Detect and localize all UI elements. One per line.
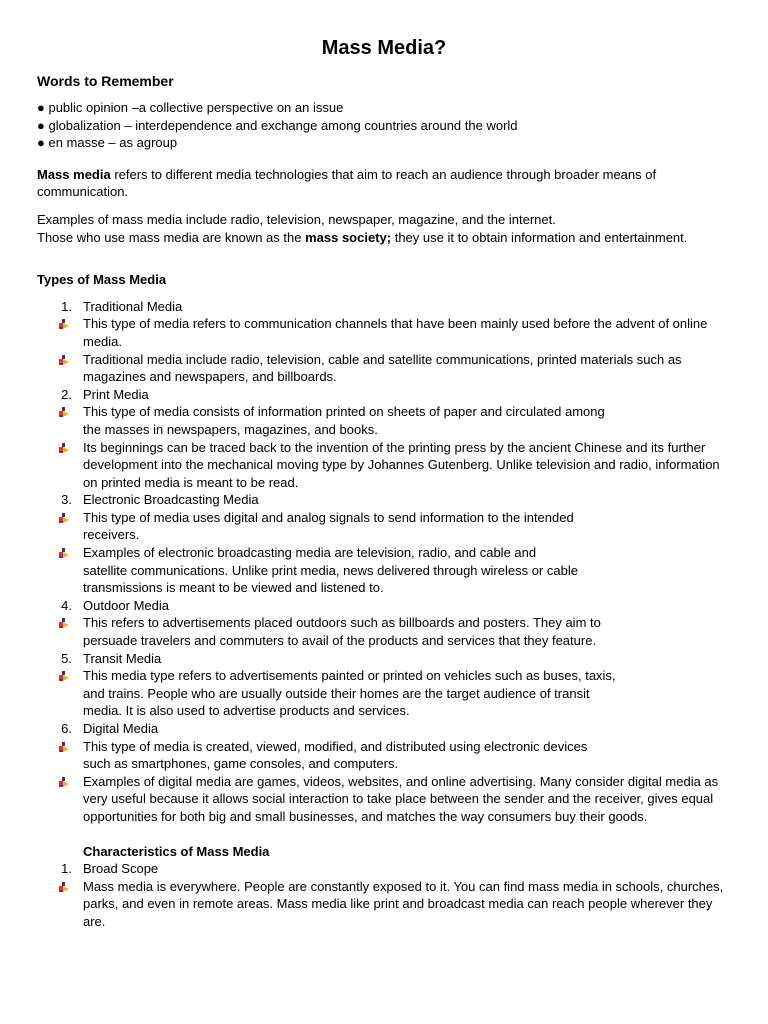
words-heading: Words to Remember (37, 73, 174, 89)
numbered-item (37, 491, 768, 509)
bullet-text-line: This refers to advertisements placed outdoors such as billboards and posters. They aim to (83, 615, 601, 631)
bullet-text-line: transmissions is meant to be viewed and listened to. (83, 580, 384, 596)
item-number: 3. (61, 492, 72, 508)
bullet-text-line: Examples of digital media are games, videos, websites, and online advertising. Many consider digital media as (83, 773, 719, 789)
bullet-item (37, 509, 767, 544)
bullet-item (37, 351, 767, 386)
numbered-item (37, 650, 768, 668)
arrow-bullet-icon (59, 618, 69, 628)
definition-text: refers to different media technologies that aim to reach an audience through broader means of communication. (37, 166, 657, 200)
bullet-text-line: This type of media consists of information printed on sheets of paper and circulated among (83, 404, 605, 420)
item-label: Traditional Media (83, 298, 183, 314)
bullet-text-line: Traditional media include radio, television, cable and satellite communications, printed materials such as (83, 351, 682, 367)
item-label: Print Media (83, 386, 149, 402)
arrow-bullet-icon (59, 355, 69, 365)
item-number: 1. (61, 298, 72, 314)
examples-paragraph (37, 211, 727, 246)
bullet-text-line: satellite communications. Unlike print media, news delivered through wireless or cable (83, 562, 578, 578)
bullet-text-line: media. It is also used to advertise products and services. (83, 703, 410, 719)
item-number: 1. (61, 861, 72, 877)
bullet-text-line: This type of media uses digital and analog signals to send information to the intended (83, 509, 574, 525)
numbered-item (37, 597, 768, 615)
bullet-item (37, 315, 767, 350)
word-item: ● en masse – as agroup (37, 135, 178, 151)
bullet-text-line: such as smartphones, game consoles, and computers. (83, 756, 399, 772)
word-item: ● globalization – interdependence and exchange among countries around the world (37, 117, 518, 133)
bullet-text-line: Mass media is everywhere. People are constantly exposed to it. You can find mass media in schools, churches, (83, 878, 724, 894)
characteristics-heading: Characteristics of Mass Media (83, 843, 270, 859)
bullet-text-line: receivers. (83, 527, 140, 543)
bullet-text-line: This type of media refers to communication channels that have been mainly used before the advent of online (83, 316, 708, 332)
characteristics-list (37, 860, 768, 930)
bullet-text-line: development into the mechanical moving type by Johannes Gutenberg. Unlike television and radio, information (83, 457, 720, 473)
bullet-text-line: Examples of electronic broadcasting media are television, radio, and cable and (83, 545, 537, 561)
bullet-text-line: This type of media is created, viewed, modified, and distributed using electronic devices (83, 738, 588, 754)
numbered-item (37, 298, 768, 316)
society-term: mass society; (305, 229, 392, 245)
arrow-bullet-icon (59, 443, 69, 453)
item-number: 2. (61, 386, 72, 402)
item-number: 5. (61, 650, 72, 666)
bullet-text-line: media. (83, 333, 123, 349)
examples-line: Examples of mass media include radio, television, newspaper, magazine, and the internet. (37, 211, 556, 227)
bullet-item (37, 667, 767, 720)
item-label: Broad Scope (83, 861, 159, 877)
arrow-bullet-icon (59, 548, 69, 558)
bullet-text-line: and trains. People who are usually outside their homes are the target audience of transit (83, 685, 590, 701)
society-before: Those who use mass media are known as the (37, 229, 306, 245)
bullet-text-line: very useful because it allows social interaction to take place between the sender and the receiver, gives equal (83, 791, 714, 807)
numbered-item (37, 860, 768, 878)
bullet-item (37, 544, 767, 597)
item-number: 4. (61, 597, 72, 613)
society-after: they use it to obtain information and entertainment. (391, 229, 688, 245)
item-label: Transit Media (83, 650, 162, 666)
item-number: 6. (61, 721, 72, 736)
bullet-text-line: on printed media is meant to be read. (83, 474, 299, 490)
arrow-bullet-icon (59, 513, 69, 523)
types-heading: Types of Mass Media (37, 272, 167, 288)
bullet-text-line: are. (83, 913, 106, 929)
words-list (37, 99, 768, 152)
page-title: Mass Media? (321, 37, 447, 59)
bullet-text-line: This media type refers to advertisements painted or printed on vehicles such as buses, taxis, (83, 668, 616, 684)
arrow-bullet-icon (59, 742, 69, 752)
bullet-item (37, 738, 767, 773)
item-label: Digital Media (83, 721, 159, 736)
arrow-bullet-icon (59, 671, 69, 681)
society-line (37, 229, 727, 247)
arrow-bullet-icon (59, 882, 69, 892)
bullet-item (37, 403, 767, 438)
word-item: ● public opinion –a collective perspective on an issue (37, 100, 344, 115)
bullet-text-line: parks, and even in remote areas. Mass media like print and broadcast media can reach people wherever they (83, 896, 713, 912)
bullet-text-line: Its beginnings can be traced back to the invention of the printing press by the ancient Chinese and its further (83, 439, 706, 455)
bullet-text-line: the masses in newspapers, magazines, and books. (83, 421, 378, 437)
bullet-item (37, 773, 767, 826)
numbered-item (37, 386, 768, 404)
definition-paragraph (37, 166, 727, 201)
arrow-bullet-icon (59, 407, 69, 417)
bullet-item (37, 439, 767, 492)
bullet-item (37, 614, 767, 649)
bullet-text-line: persuade travelers and commuters to avail of the products and services that they feature. (83, 633, 597, 649)
bullet-text-line: magazines and newspapers, and billboards. (83, 369, 337, 385)
numbered-item (37, 720, 768, 738)
types-list (37, 298, 768, 826)
arrow-bullet-icon (59, 319, 69, 329)
bullet-item (37, 878, 767, 931)
arrow-bullet-icon (59, 777, 69, 787)
definition-term: Mass media (37, 166, 111, 182)
item-label: Outdoor Media (83, 597, 169, 613)
bullet-text-line: opportunities for both big and small businesses, and matches the way consumers buy their goods. (83, 808, 648, 824)
item-label: Electronic Broadcasting Media (83, 492, 259, 508)
